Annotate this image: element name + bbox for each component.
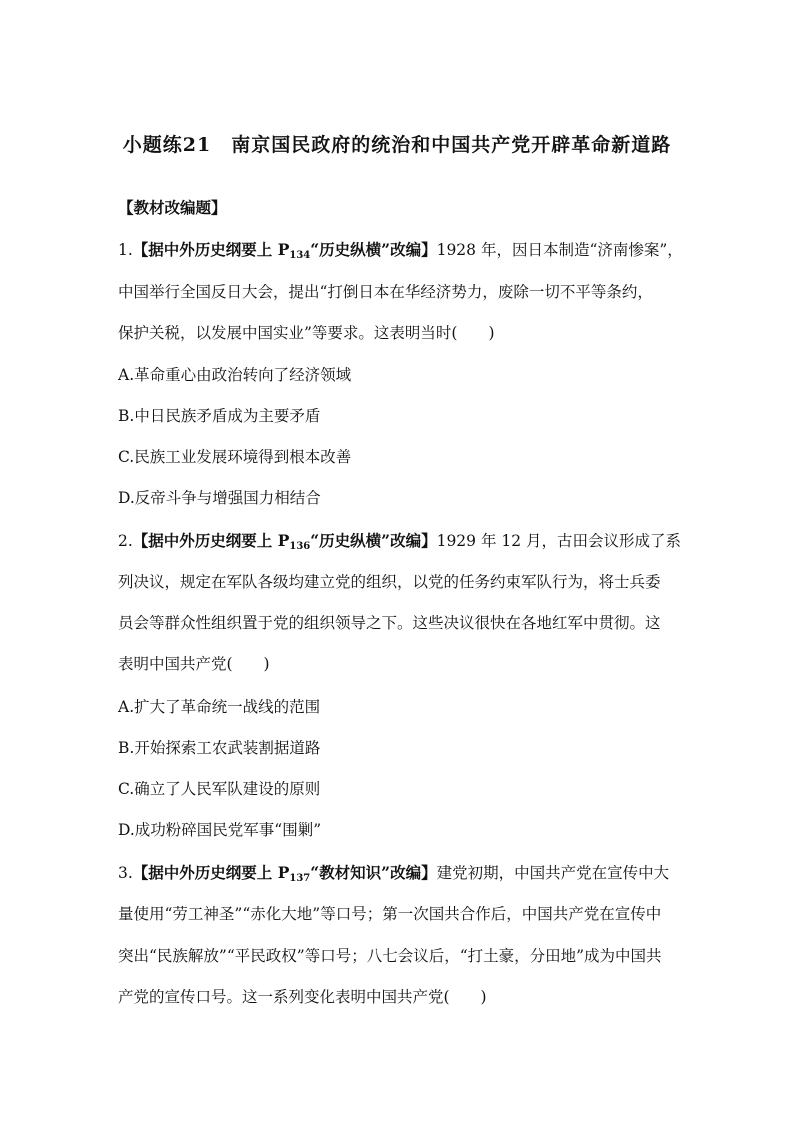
question-1-option-a: A.革命重心由政治转向了经济领域 <box>118 366 352 384</box>
question-1-source: 【据中外历史纲要上 $P_{134}“$历史纵横”改编】 <box>132 240 437 261</box>
page-title: 小题练21 南京国民政府的统治和中国共产党开辟革命新道路 <box>122 134 672 156</box>
question-2-option-d: D.成功粉碎国民党军事“围剿” <box>118 821 322 839</box>
question-2-source: 【据中外历史纲要上 $P_{136}“$历史纵横”改编】 <box>132 531 437 552</box>
section-heading: 【教材改编题】 <box>118 198 227 217</box>
question-2-line-4: 表明中国共产党( ) <box>118 655 270 673</box>
question-2-number: 2. <box>118 532 133 550</box>
question-2-option-b: B.开始探索工农武装割据道路 <box>118 739 321 757</box>
question-1-line-3: 保护关税，以发展中国实业”等要求。这表明当时( ) <box>118 324 495 342</box>
question-1-option-b: B.中日民族矛盾成为主要矛盾 <box>118 407 321 425</box>
question-1-option-d: D.反帝斗争与增强国力相结合 <box>118 489 321 507</box>
question-2-option-a: A.扩大了革命统一战线的范围 <box>118 698 321 716</box>
question-1-line-1: 1.【据中外历史纲要上 $P_{134}“$历史纵横”改编】1928 年，因日本制造“济南惨案”， <box>118 240 683 261</box>
question-3-line-2: 量使用“劳工神圣”“赤化大地”等口号；第一次国共合作后，中国共产党在宣传中 <box>118 905 662 923</box>
question-1-line-2: 中国举行全国反日大会，提出“打倒日本在华经济势力，废除一切不平等条约， <box>118 283 653 301</box>
question-3-number: 3. <box>118 864 133 882</box>
question-3-source: 【据中外历史纲要上 $P_{137}“$教材知识”改编】 <box>132 863 437 884</box>
question-2-line-3: 员会等群众性组织置于党的组织领导之下。这些决议很快在各地红军中贯彻。这 <box>118 614 661 632</box>
question-3-line-1: 3.【据中外历史纲要上 $P_{137}“$教材知识”改编】建党初期，中国共产党在宣传中大 <box>118 863 670 884</box>
question-3-line-4: 产党的宣传口号。这一系列变化表明中国共产党( ) <box>118 988 487 1006</box>
question-3-line-3: 突出“民族解放”“平民政权”等口号；八七会议后，“打土豪，分田地”成为中国共 <box>118 947 662 965</box>
question-2-line-1: 2.【据中外历史纲要上 $P_{136}“$历史纵横”改编】1929 年 12 月，古田会议形成了系 <box>118 531 682 552</box>
question-2-line-2: 列决议，规定在军队各级均建立党的组织，以党的任务约束军队行为，将士兵委 <box>118 573 661 591</box>
question-1-number: 1. <box>118 241 133 259</box>
question-1-option-c: C.民族工业发展环境得到根本改善 <box>118 448 352 466</box>
question-2-option-c: C.确立了人民军队建设的原则 <box>118 780 321 798</box>
